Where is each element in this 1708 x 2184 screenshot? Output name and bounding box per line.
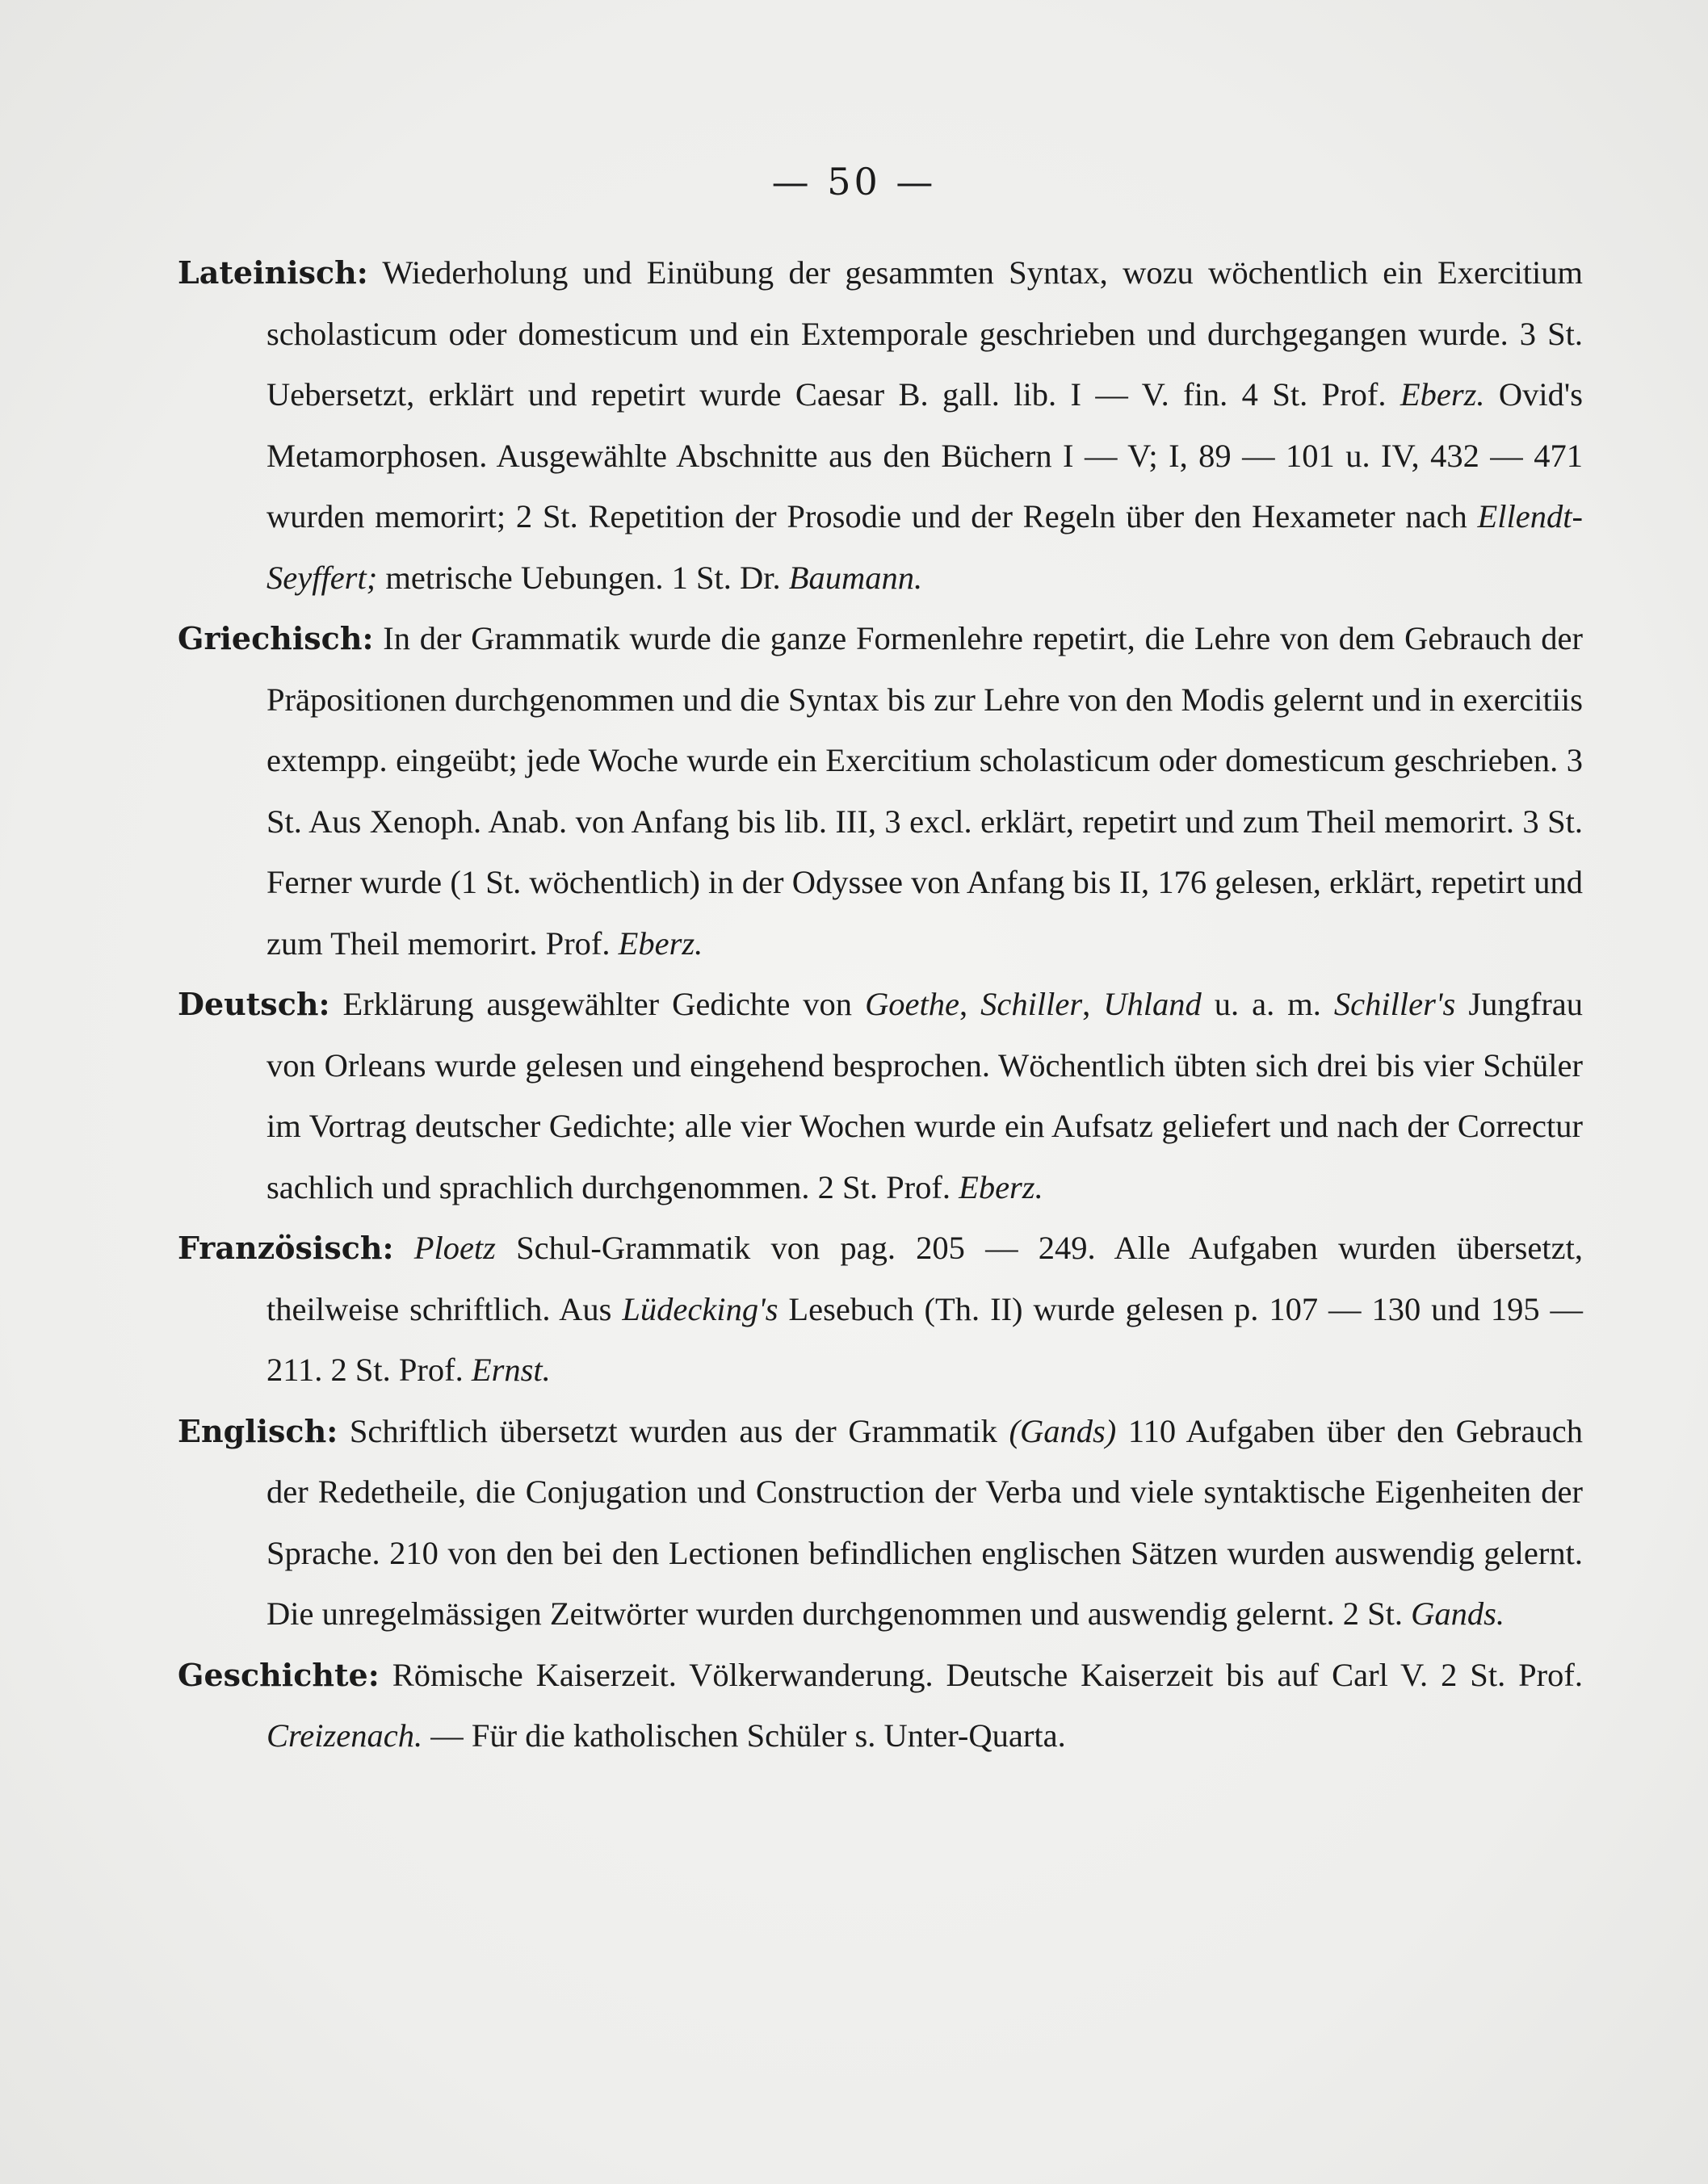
text-run: Lesebuch (Th. II) wurde gelesen p. 107 — 130 und 195 — 211. 2 St. Prof. — [266, 1290, 1584, 1388]
text-run: In der Grammatik wurde die ganze Formenlehre repetirt, die Lehre von dem Gebrauch der Präpositionen durchgenommen und die Syntax bis zur Lehre von den Modis gelernt und in exercitiis extempp. eingeübt; jede Woche wurde ein Exercitium scholasticum oder domesticum geschrieben. 3 St. Aus Xenoph. Anab. von Anfang bis lib. III, 3 excl. erklärt, repetirt und zum Theil memorirt. 3 St. Ferner wurde (1 St. wöchentlich) in der Odyssee von Anfang bis II, 176 gelesen, erklärt, repetirt und zum Theil memorirt. Prof. — [266, 620, 1584, 962]
text-run: Schriftlich übersetzt wurden aus der Grammatik — [349, 1412, 1009, 1449]
italic-name: Schiller's — [1333, 986, 1456, 1022]
italic-name: Ernst. — [471, 1352, 551, 1388]
subject-heading: Griechisch: — [178, 620, 374, 656]
subject-paragraph — [178, 1401, 1583, 1645]
italic-name: Lüdecking's — [622, 1290, 778, 1327]
italic-name: Schiller — [980, 986, 1083, 1022]
italic-name: Eberz. — [1400, 376, 1485, 413]
italic-name: Baumann. — [788, 559, 923, 596]
subject-paragraph — [178, 242, 1583, 608]
italic-name: Ploetz — [413, 1230, 496, 1266]
text-run: — Für die katholischen Schüler s. Unter-Quarta. — [422, 1717, 1066, 1754]
italic-name: Ellendt-Seyffert; — [266, 498, 1583, 596]
text-run: Schul-Grammatik von pag. 205 — 249. Alle Aufgaben wurden übersetzt, theilweise schriftlich. Aus — [266, 1230, 1583, 1327]
text-run: Wiederholung und Einübung der gesammten Syntax, wozu wöchentlich ein Exercitium scholasticum oder domesticum und ein Extemporale geschrieben und durchgegangen wurde. 3 St. Uebersetzt, erklärt und repetirt wurde Caesar B. gall. lib. I — V. fin. 4 St. Prof. — [266, 254, 1583, 413]
italic-name: Goethe — [865, 986, 960, 1022]
subject-heading: Englisch: — [178, 1412, 338, 1449]
subject-paragraph — [178, 1218, 1583, 1401]
subject-heading: Lateinisch: — [178, 254, 368, 291]
italic-name: Creizenach. — [266, 1717, 423, 1754]
italic-name: (Gands) — [1009, 1412, 1117, 1449]
text-run: Jungfrau von Orleans wurde gelesen und eingehend besprochen. Wöchentlich übten sich drei bis vier Schüler im Vortrag deutscher Gedichte; alle vier Wochen wurde ein Aufsatz geliefert und nach der Correctur sachlich und sprachlich durchgenommen. 2 St. Prof. — [266, 986, 1584, 1205]
page-number: — 50 — — [771, 160, 937, 203]
subject-heading: Geschichte: — [178, 1656, 380, 1693]
text-run: Ovid's Metamorphosen. Ausgewählte Abschnitte aus den Büchern I — V; I, 89 — 101 u. IV, 432 — 471 wurden memorirt; 2 St. Repetition der Prosodie und der Regeln über den Hexameter nach — [266, 376, 1583, 534]
italic-name: Uhland — [1103, 986, 1202, 1022]
subject-paragraph — [178, 608, 1583, 974]
body-text — [178, 242, 1583, 1767]
subject-heading: Deutsch: — [178, 986, 330, 1022]
text-run: , — [1082, 986, 1104, 1022]
italic-name: Gands. — [1411, 1595, 1505, 1632]
text-run: metrische Uebungen. 1 St. Dr. — [377, 559, 789, 596]
text-run: Erklärung ausgewählter Gedichte von — [342, 986, 866, 1022]
subject-heading: Französisch: — [178, 1230, 394, 1266]
text-run: , — [959, 986, 981, 1022]
text-run: Römische Kaiserzeit. Völkerwanderung. Deutsche Kaiserzeit bis auf Carl V. 2 St. Prof. — [392, 1656, 1584, 1693]
italic-name: Eberz. — [959, 1168, 1043, 1205]
italic-name: Eberz. — [618, 924, 703, 962]
text-run: u. a. m. — [1201, 986, 1334, 1022]
subject-paragraph — [178, 974, 1583, 1218]
subject-paragraph — [178, 1645, 1583, 1767]
text-run: 110 Aufgaben über den Gebrauch der Redetheile, die Conjugation und Construction der Verba und viele syntaktische Eigenheiten der Sprache. 210 von den bei den Lectionen befindlichen englischen Sätzen wurden auswendig gelernt. Die unregelmässigen Zeitwörter wurden durchgenommen und auswendig gelernt. 2 St. — [266, 1412, 1583, 1632]
